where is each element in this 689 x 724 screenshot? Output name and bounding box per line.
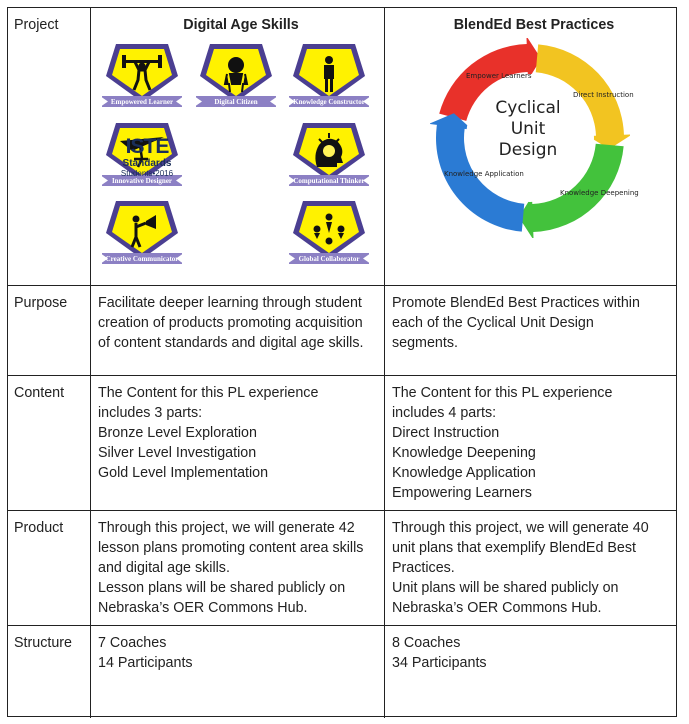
structure-cell-2: 8 Coaches 34 Participants (392, 635, 487, 671)
iste-standards-logo: ISTE Standards Students•2016 (120, 135, 174, 178)
badge-label: Digital Citizen (214, 98, 258, 106)
badge-computational-thinker (289, 117, 369, 195)
segment-label-direct-instruction: Direct Instruction (573, 91, 634, 99)
structure-cell-1: 7 Coaches 14 Participants (91, 626, 385, 718)
badge-label: Creative Communicator (105, 255, 179, 263)
row-label-structure: Structure (8, 626, 91, 718)
badge-label: Empowered Learner (110, 98, 174, 106)
content-cell-2: The Content for this PL experience includes 4 parts: Direct Instruction Knowledge Deepening Knowledge Application Empowering Learners (392, 385, 613, 501)
badge-label: Knowledge Constructor (293, 98, 365, 106)
badge-label: Innovative Designer (111, 177, 173, 185)
cycle-center-title: Cyclical Unit Design (495, 98, 561, 160)
table-row-content (8, 376, 676, 511)
badge-empowered-learner (102, 38, 182, 116)
product-cell-1: Through this project, we will generate 42 lesson plans promoting content area skills and digital age skills. Lesson plans will be shared publicly on Nebraska’s OER Commons Hub. (91, 511, 385, 625)
segment-label-knowledge-deepening: Knowledge Deepening (560, 189, 639, 197)
segment-label-knowledge-application: Knowledge Application (444, 170, 524, 178)
segment-label-empower-learners: Empower Learners (466, 72, 532, 80)
row-label-product: Product (8, 511, 91, 625)
badge-digital-citizen (196, 38, 276, 116)
digital-age-skills-title: Digital Age Skills (183, 17, 299, 33)
product-cell-2: Through this project, we will generate 40 unit plans that exemplify BlendEd Best Practices. Unit plans will be shared publicly on Nebraska’s OER Commons Hub. (392, 520, 649, 616)
purpose-cell-2: Promote BlendEd Best Practices within each of the Cyclical Unit Design segments. (392, 295, 640, 351)
badge-creative-communicator (102, 195, 182, 273)
badge-global-collaborator (289, 195, 369, 273)
table-row-product (8, 511, 676, 626)
table-row-purpose (8, 286, 676, 376)
row-label-purpose: Purpose (8, 286, 91, 375)
purpose-cell-1: Facilitate deeper learning through student creation of products promoting acquisition of content standards and digital age skills. (91, 286, 385, 375)
badge-label: Global Collaborator (298, 255, 360, 263)
blended-best-practices-title: BlendEd Best Practices (453, 17, 615, 33)
badge-label: Computational Thinker (293, 177, 365, 185)
content-cell-1: The Content for this PL experience includes 3 parts: Bronze Level Exploration Silver Level Investigation Gold Level Implementation (91, 376, 385, 510)
row-label-content: Content (8, 376, 91, 510)
row-label-project: Project (8, 8, 91, 285)
badge-knowledge-constructor (289, 38, 369, 116)
table-row-structure (8, 626, 676, 718)
